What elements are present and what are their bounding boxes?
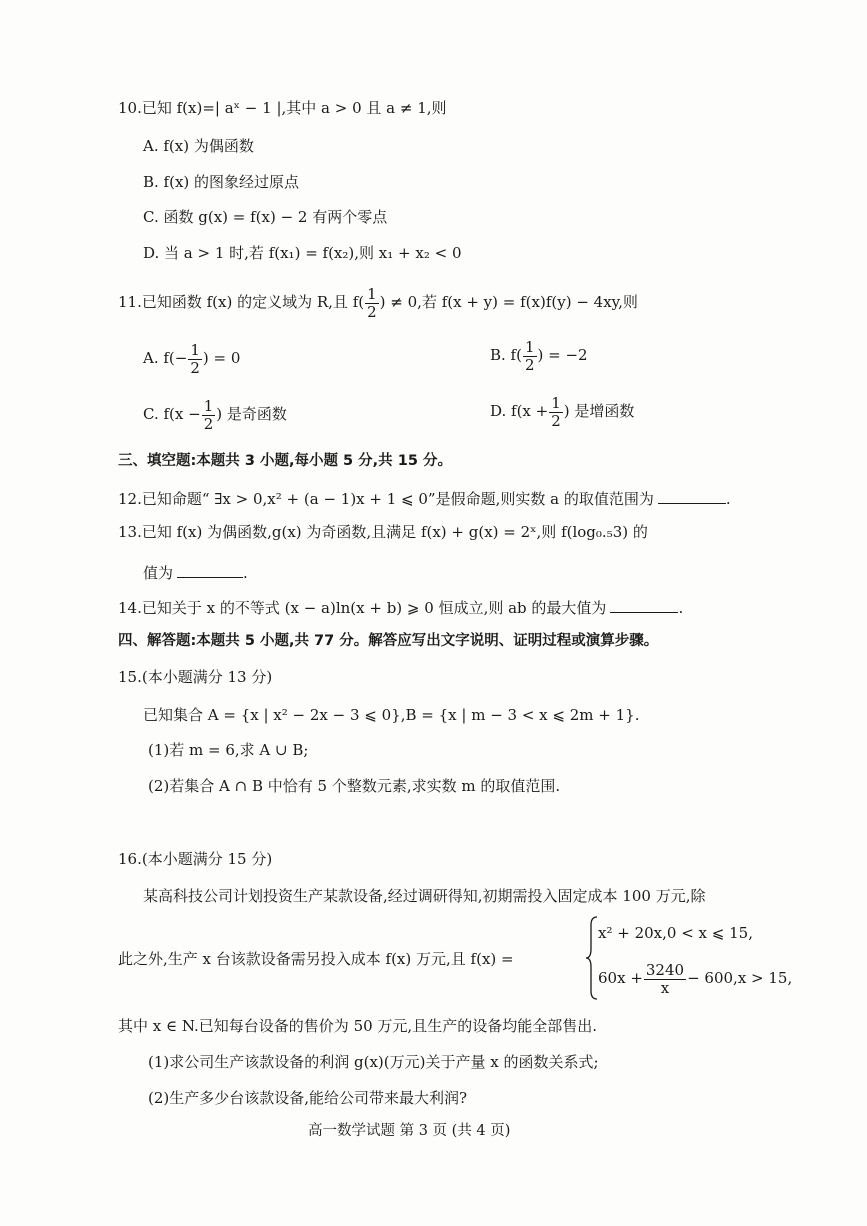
q11-option-d: D. f(x + $\frac{1}{2}$ ) 是增函数 (490, 393, 635, 430)
page-footer: 高一数学试题 第 3 页 (共 4 页) (308, 1123, 511, 1139)
q10-stem: 10.已知 f(x)=| aˣ − 1 |,其中 a > 0 且 a ≠ 1,则 (118, 99, 447, 117)
q10-option-d: D. 当 a > 1 时,若 f(x₁) = f(x₂),则 x₁ + x₂ < 0 (143, 244, 462, 262)
q13-line2: 值为 . (143, 561, 248, 583)
q10-option-b: B. f(x) 的图象经过原点 (143, 173, 300, 191)
q16-case2: 60x + $\frac{3240}{x}$ − 600,x > 15, (598, 960, 793, 997)
q11-option-a: A. f(− $\frac{1}{2}$ ) = 0 (143, 340, 241, 377)
q16-body-line1: 某高科技公司计划投资生产某款设备,经过调研得知,初期需投入固定成本 100 万元,除 (143, 887, 706, 905)
q16-heading: 16.(本小题满分 15 分) (118, 850, 273, 868)
q13: 13.已知 f(x) 为偶函数,g(x) 为奇函数,且满足 f(x) + g(x) = 2ˣ,则 f(log₀.₅3) 的 (118, 523, 648, 541)
q16-case2-fraction: $\frac{3240}{x}$ (645, 960, 685, 997)
q11-option-b: B. f( $\frac{1}{2}$ ) = −2 (490, 337, 588, 374)
q15-heading: 15.(本小题满分 13 分) (118, 668, 273, 686)
q14: 14.已知关于 x 的不等式 (x − a)ln(x + b) ⩾ 0 恒成立,则 ab 的最大值为 . (118, 596, 683, 618)
q11-option-c: C. f(x − $\frac{1}{2}$ ) 是奇函数 (143, 396, 287, 433)
section3-heading: 三、填空题:本题共 3 小题,每小题 5 分,共 15 分。 (118, 453, 452, 469)
q11-fraction: $\frac{1}{2}$ (367, 284, 377, 321)
q12-answer-blank[interactable] (658, 487, 726, 504)
q12: 12.已知命题“ ∃x > 0,x² + (a − 1)x + 1 ⩽ 0”是假命题,则实数 a 的取值范围为 . (118, 487, 731, 509)
q16-body-line3: 其中 x ∈ N.已知每台设备的售价为 50 万元,且生产的设备均能全部售出. (118, 1017, 597, 1035)
q16-body-line2: 此之外,生产 x 台该款设备需另投入成本 f(x) 万元,且 f(x) = (118, 950, 514, 968)
q16-part1: (1)求公司生产该款设备的利润 g(x)(万元)关于产量 x 的函数关系式; (148, 1053, 599, 1071)
q11-stem: 11.已知函数 f(x) 的定义域为 R,且 f( $\frac{1}{2}$ ) ≠ 0,若 f(x + y) = f(x)f(y) − 4xy,则 (118, 284, 638, 321)
q15-part2: (2)若集合 A ∩ B 中恰有 5 个整数元素,求实数 m 的取值范围. (148, 777, 561, 795)
q10-option-c: C. 函数 g(x) = f(x) − 2 有两个零点 (143, 208, 388, 226)
q10-option-a: A. f(x) 为偶函数 (143, 137, 254, 155)
q14-answer-blank[interactable] (610, 596, 678, 613)
q15-part1: (1)若 m = 6,求 A ∪ B; (148, 741, 309, 759)
q15-body: 已知集合 A = {x | x² − 2x − 3 ⩽ 0},B = {x | m − 3 < x ⩽ 2m + 1}. (143, 706, 640, 724)
section4-heading: 四、解答题:本题共 5 小题,共 77 分。解答应写出文字说明、证明过程或演算步骤。 (118, 633, 659, 649)
q16-case1: x² + 20x,0 < x ⩽ 15, (598, 924, 753, 942)
q13-answer-blank[interactable] (177, 561, 243, 578)
q16-part2: (2)生产多少台该款设备,能给公司带来最大利润? (148, 1089, 468, 1107)
